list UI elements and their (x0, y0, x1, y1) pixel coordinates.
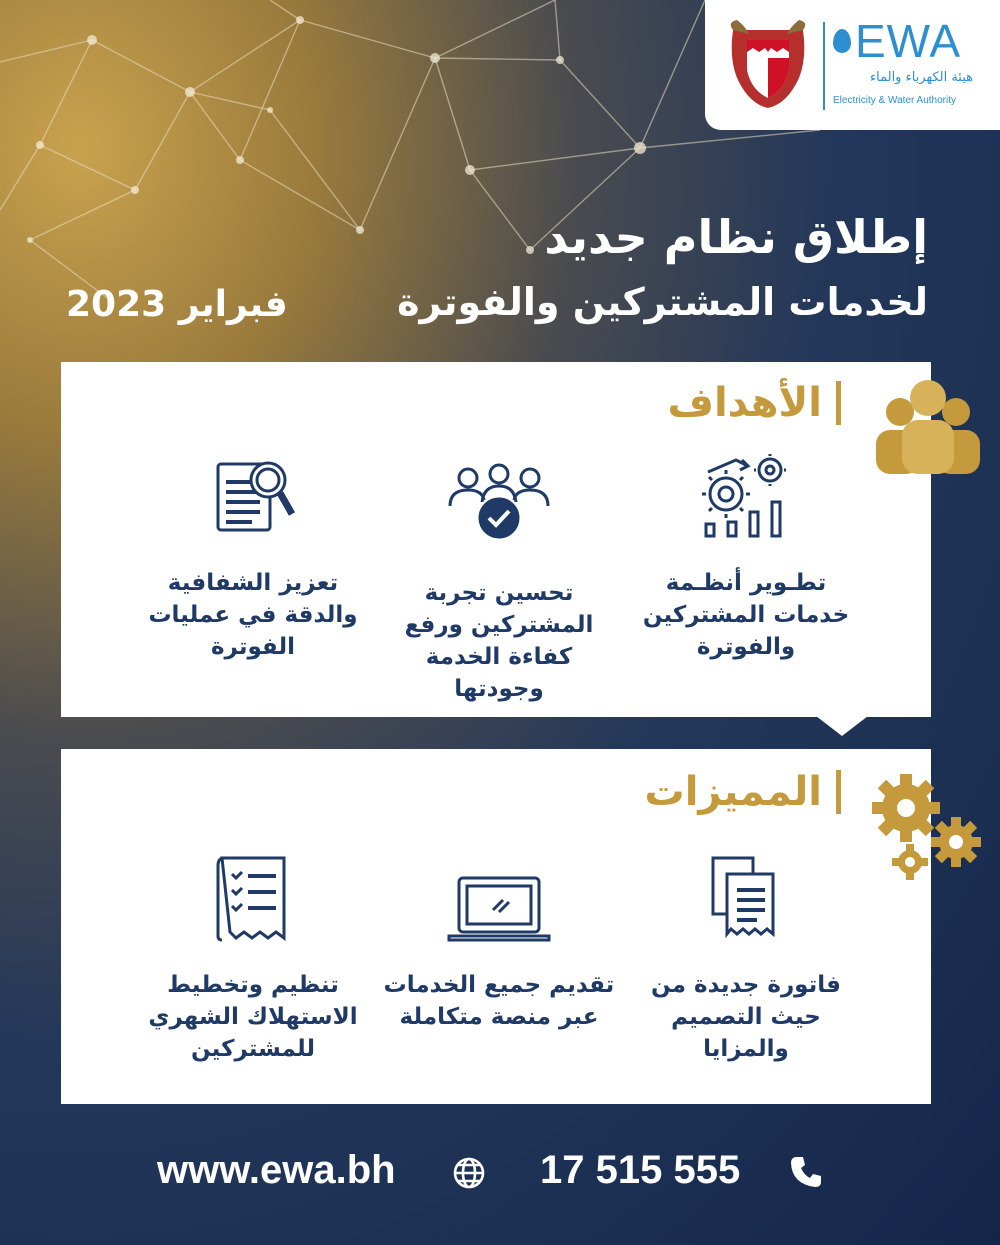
features-heading (645, 769, 841, 815)
features-panel (61, 749, 931, 1104)
feature-item (133, 854, 373, 1062)
goal-item (626, 452, 866, 660)
goal-item (379, 462, 619, 702)
bahrain-crest-logo (727, 18, 809, 110)
goals-heading (667, 380, 841, 426)
goals-heading-label: الأهداف (667, 380, 822, 426)
invoice-icon (701, 854, 791, 944)
ewa-arabic-name: هيئة الكهرباء والماء (870, 70, 973, 85)
goal-text: تحسين تجربة المشتركين ورفع كفاءة الخدمة وجودتها (404, 580, 594, 702)
headline-line2: لخدمات المشتركين والفوترة (397, 280, 928, 324)
goals-panel (61, 362, 931, 717)
feature-item (379, 874, 619, 1030)
website-link[interactable]: www.ewa.bh (157, 1148, 396, 1192)
globe-icon (452, 1156, 486, 1190)
headline-line1: إطلاق نظام جديد (544, 210, 928, 264)
phone-icon (788, 1154, 824, 1190)
feature-text: فاتورة جديدة من حيث التصميم والمزايا (651, 972, 841, 1062)
ewa-english-name: Electricity & Water Authority (833, 95, 956, 106)
gears-icon (866, 770, 984, 882)
goal-text: تعزيز الشفافية والدقة في عمليات الفوترة (148, 570, 358, 660)
checklist-receipt-icon (208, 854, 298, 944)
logo-divider (823, 22, 825, 110)
document-magnifier-icon (208, 452, 298, 542)
heading-bar (836, 381, 841, 425)
laptop-icon (447, 874, 551, 944)
water-drop-icon (833, 29, 851, 53)
launch-date: فبراير 2023 (66, 284, 288, 325)
phone-number[interactable]: 17 515 555 (540, 1148, 741, 1192)
logo-box (705, 0, 1000, 130)
ewa-brand: EWA (833, 18, 961, 64)
goal-text: تطـوير أنظـمة خدمات المشتركين والفوترة (642, 570, 850, 660)
features-heading-label: المميزات (644, 769, 822, 815)
panel-notch (816, 716, 868, 736)
goal-item (133, 452, 373, 660)
customers-check-icon (444, 462, 554, 542)
feature-text: تنظيم وتخطيط الاستهلاك الشهري للمشتركين (148, 972, 358, 1062)
system-development-icon (696, 452, 796, 542)
footer (0, 1148, 1000, 1204)
feature-item (626, 854, 866, 1062)
people-group-icon (872, 376, 984, 476)
feature-text: تقديم جميع الخدمات عبر منصة متكاملة (383, 972, 615, 1030)
heading-bar (836, 770, 841, 814)
